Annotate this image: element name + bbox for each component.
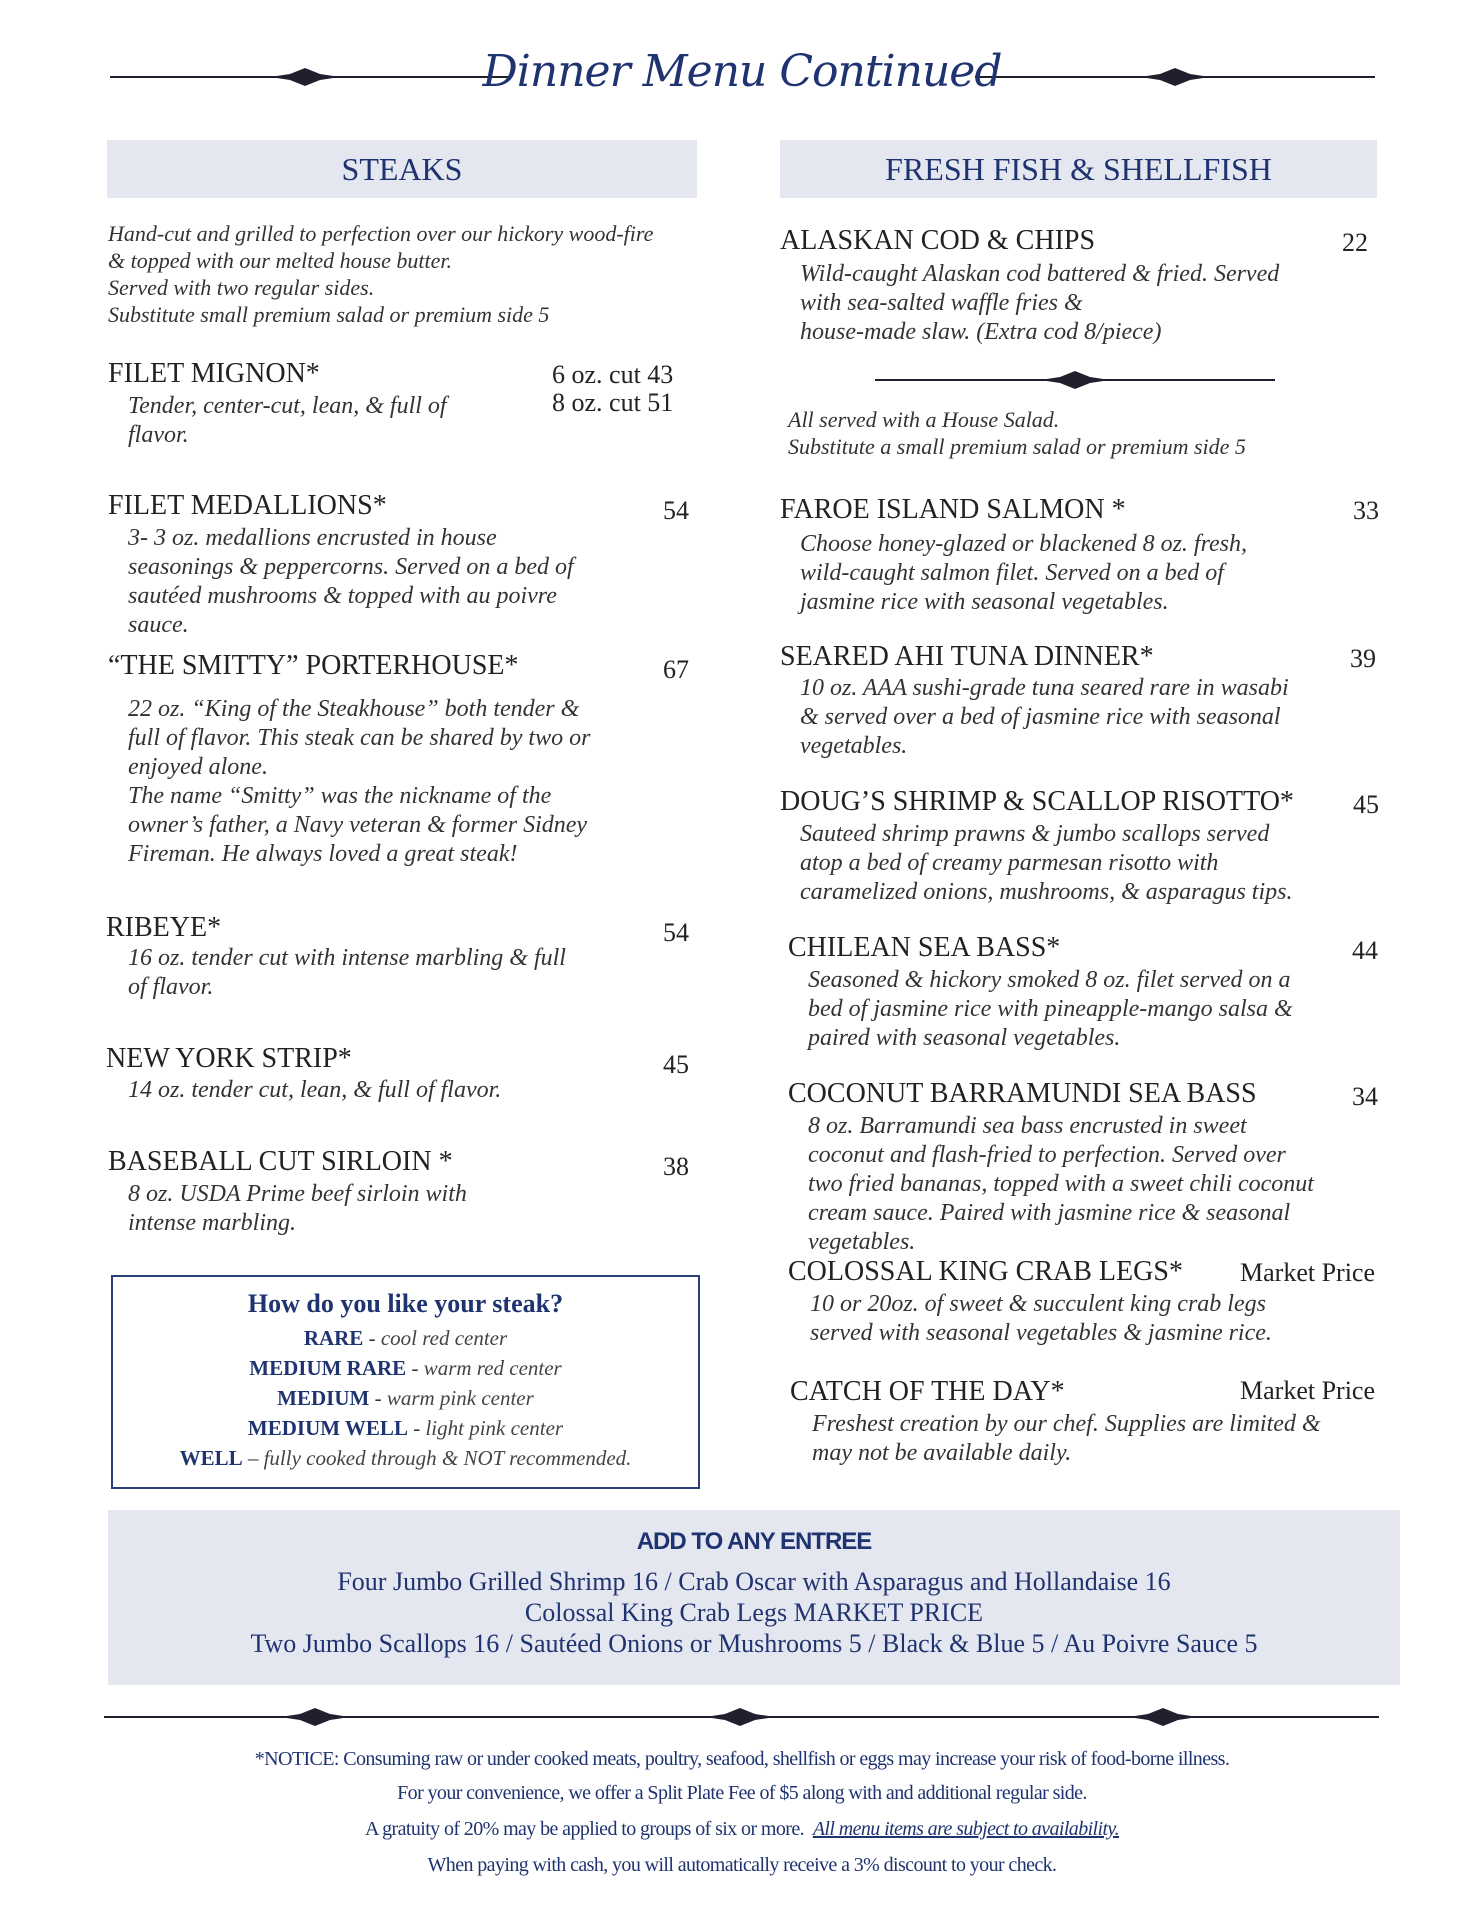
price-filet-medallions: 54 (663, 496, 689, 525)
desc-shrimp-scallop-risotto: Sauteed shrimp prawns & jumbo scallops served atop a bed of creamy parmesan risotto with caramelized onions, mushrooms, & asparagus tips. (800, 821, 1293, 905)
diamond-ornament-icon (705, 1706, 775, 1728)
item-alaskan-cod: ALASKAN COD & CHIPS (780, 225, 1096, 256)
price-ribeye: 54 (663, 918, 689, 947)
notice-split-plate: For your convenience, we offer a Split Plate Fee of $5 along with and additional regular side. (397, 1782, 1087, 1804)
price-king-crab-legs: Market Price (1240, 1258, 1376, 1287)
price-new-york-strip: 45 (663, 1050, 689, 1079)
fish-heading: FRESH FISH & SHELLFISH (780, 140, 1377, 198)
diamond-ornament-icon (1128, 1706, 1198, 1728)
add-to-entree-title: ADD TO ANY ENTREE (636, 1528, 872, 1555)
price-filet-mignon-6oz: 6 oz. cut 43 (552, 360, 674, 389)
price-baseball-cut-sirloin: 38 (663, 1152, 689, 1181)
addon-line: Four Jumbo Grilled Shrimp 16 / Crab Oscar with Asparagus and Hollandaise 16 (337, 1567, 1171, 1596)
doneness-row: WELL – fully cooked through & NOT recommended. (179, 1446, 632, 1470)
notice-gratuity: A gratuity of 20% may be applied to groups of six or more. All menu items are subject to availability. (365, 1818, 1119, 1840)
notice-food-illness: *NOTICE: Consuming raw or under cooked meats, poultry, seafood, shellfish or eggs may increase your risk of food-borne illness. (254, 1748, 1230, 1770)
item-filet-medallions: FILET MEDALLIONS* (108, 490, 387, 521)
item-baseball-cut-sirloin: BASEBALL CUT SIRLOIN * (108, 1146, 453, 1177)
diamond-ornament-icon (1040, 369, 1110, 391)
steaks-intro: Hand-cut and grilled to perfection over our hickory wood-fire & topped with our melted house butter. Served with two regular sides. Substitute small premium salad or premium side 5 (108, 221, 654, 327)
price-faroe-salmon: 33 (1353, 496, 1379, 525)
price-ahi-tuna: 39 (1350, 644, 1376, 673)
desc-ahi-tuna: 10 oz. AAA sushi-grade tuna seared rare in wasabi & served over a bed of jasmine rice with seasonal vegetables. (800, 675, 1289, 759)
steak-doneness-box (111, 1275, 700, 1489)
doneness-row: MEDIUM - warm pink center (277, 1386, 534, 1410)
desc-catch-of-the-day: Freshest creation by our chef. Supplies are limited & may not be available daily. (812, 1411, 1321, 1466)
notice-cash-discount: When paying with cash, you will automatically receive a 3% discount to your check. (427, 1854, 1057, 1876)
page-title: Dinner Menu Continued (482, 46, 1002, 97)
desc-ribeye: 16 oz. tender cut with intense marbling & full of flavor. (128, 945, 566, 1000)
addon-line: Two Jumbo Scallops 16 / Sautéed Onions or Mushrooms 5 / Black & Blue 5 / Au Poivre Sauce 5 (250, 1629, 1258, 1658)
add-to-entree-panel (108, 1510, 1400, 1685)
price-shrimp-scallop-risotto: 45 (1353, 790, 1379, 819)
desc-faroe-salmon: Choose honey-glazed or blackened 8 oz. fresh, wild-caught salmon filet. Served on a bed of jasmine rice with seasonal vegetables. (800, 531, 1248, 615)
desc-filet-medallions: 3- 3 oz. medallions encrusted in house seasonings & peppercorns. Served on a bed of sautéed mushrooms & topped with au poivre sauce. (128, 525, 574, 638)
desc-chilean-sea-bass: Seasoned & hickory smoked 8 oz. filet served on a bed of jasmine rice with pineapple-mango salsa & paired with seasonal vegetables. (808, 967, 1293, 1051)
addon-line: Colossal King Crab Legs MARKET PRICE (524, 1598, 984, 1627)
item-smitty-porterhouse: “THE SMITTY” PORTERHOUSE* (108, 650, 519, 681)
price-coconut-barramundi: 34 (1352, 1082, 1378, 1111)
doneness-row: MEDIUM WELL - light pink center (247, 1416, 564, 1440)
fish-salad-note: All served with a House Salad. Substitute a small premium salad or premium side 5 (788, 407, 1246, 459)
item-ribeye: RIBEYE* (106, 912, 222, 943)
doneness-row: RARE - cool red center (303, 1326, 508, 1350)
desc-coconut-barramundi: 8 oz. Barramundi sea bass encrusted in sweet coconut and flash-fried to perfection. Served over two fried bananas, topped with a sweet chili coconut cream sauce. Paired with jasmine rice & seasonal vegetables. (808, 1113, 1314, 1255)
availability-note: All menu items are subject to availability. (812, 1818, 1119, 1840)
desc-new-york-strip: 14 oz. tender cut, lean, & full of flavor. (128, 1077, 502, 1103)
price-filet-mignon-8oz: 8 oz. cut 51 (552, 388, 674, 417)
diamond-ornament-icon (280, 1706, 350, 1728)
desc-alaskan-cod: Wild-caught Alaskan cod battered & fried. Served with sea-salted waffle fries & house-made slaw. (Extra cod 8/piece) (800, 261, 1280, 345)
price-chilean-sea-bass: 44 (1352, 936, 1378, 965)
desc-filet-mignon: Tender, center-cut, lean, & full of flavor. (128, 393, 447, 448)
price-catch-of-the-day: Market Price (1240, 1376, 1376, 1405)
price-smitty-porterhouse: 67 (663, 655, 689, 684)
item-shrimp-scallop-risotto: DOUG’S SHRIMP & SCALLOP RISOTTO* (780, 786, 1294, 817)
steaks-heading: STEAKS (107, 140, 697, 198)
item-chilean-sea-bass: CHILEAN SEA BASS* (788, 932, 1061, 963)
desc-baseball-cut-sirloin: 8 oz. USDA Prime beef sirloin with intense marbling. (128, 1181, 467, 1236)
steak-box-title: How do you like your steak? (247, 1289, 564, 1318)
item-king-crab-legs: COLOSSAL KING CRAB LEGS* (788, 1256, 1183, 1287)
item-coconut-barramundi: COCONUT BARRAMUNDI SEA BASS (788, 1078, 1257, 1109)
item-faroe-salmon: FAROE ISLAND SALMON * (780, 494, 1126, 525)
price-alaskan-cod: 22 (1342, 228, 1368, 257)
desc-smitty-porterhouse: 22 oz. “King of the Steakhouse” both tender & full of flavor. This steak can be shared by two or enjoyed alone. The name “Smitty” was the nickname of the owner’s father, a Navy veteran & former Sidney Fireman. He always loved a great steak! (128, 696, 591, 867)
item-catch-of-the-day: CATCH OF THE DAY* (790, 1376, 1065, 1407)
item-ahi-tuna: SEARED AHI TUNA DINNER* (780, 641, 1154, 672)
doneness-row: MEDIUM RARE - warm red center (249, 1356, 562, 1380)
desc-king-crab-legs: 10 or 20oz. of sweet & succulent king crab legs served with seasonal vegetables & jasmine rice. (810, 1291, 1272, 1346)
item-new-york-strip: NEW YORK STRIP* (106, 1043, 352, 1074)
item-filet-mignon: FILET MIGNON* (108, 358, 320, 389)
